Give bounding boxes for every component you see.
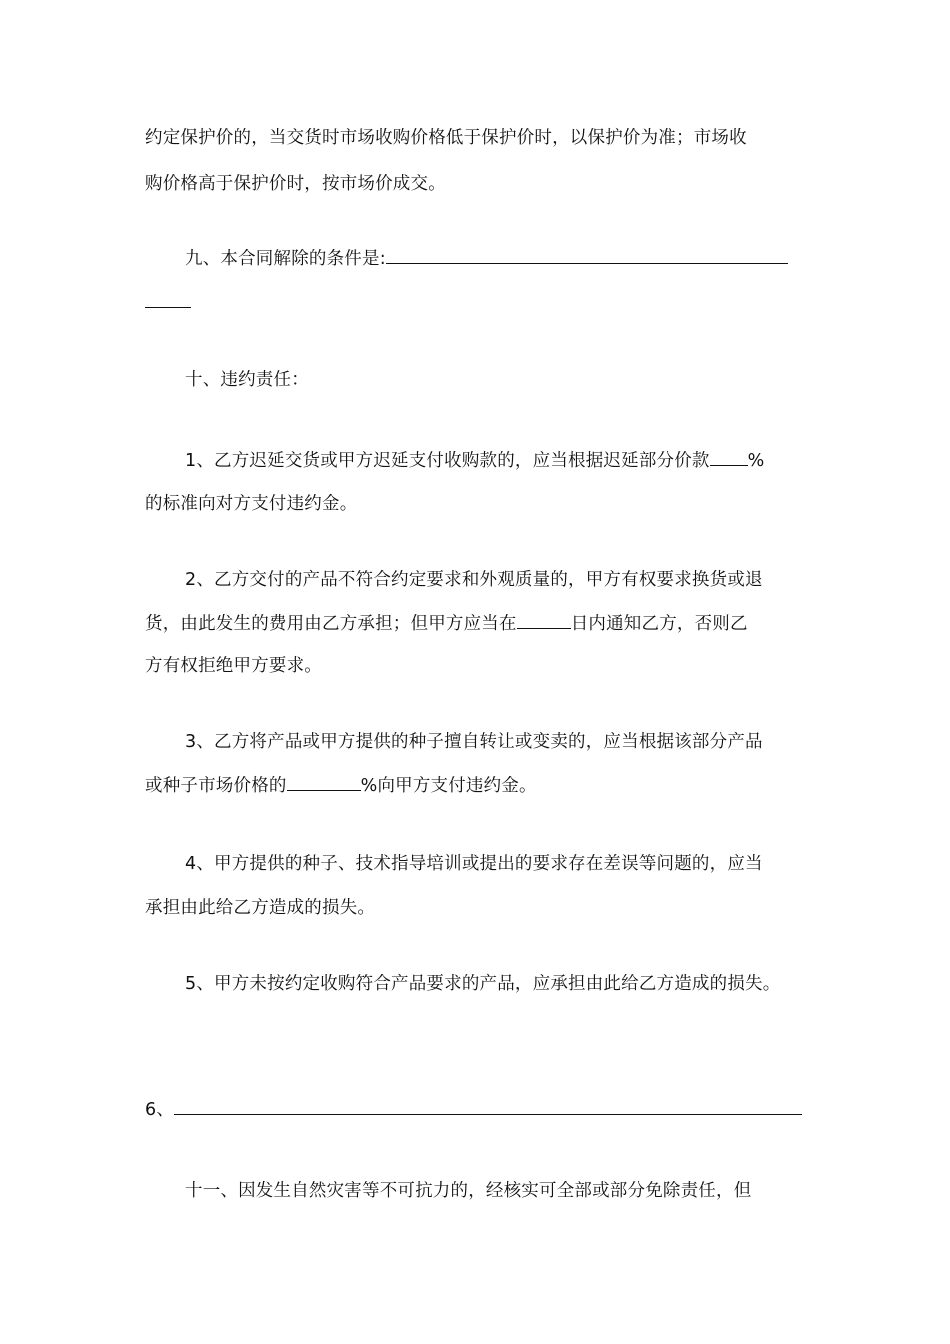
clause-2-text: 货，由此发生的费用由乙方承担；但甲方应当在 [145,614,517,634]
fill-in-blank [287,773,361,791]
clause-2-line-3: 方有权拒绝甲方要求。 [145,656,322,676]
clause-3-line-2 [145,773,537,798]
paragraph-9 [185,246,788,271]
paragraph-8-line-1: 约定保护价的，当交货时市场收购价格低于保护价时，以保护价为准；市场收 [145,128,747,148]
clause-3-text-tail: %向甲方支付违约金。 [360,776,537,796]
clause-2-text-tail: 日内通知乙方，否则乙 [570,614,748,634]
clause-4-line-2: 承担由此给乙方造成的损失。 [145,898,376,918]
fill-in-blank [386,246,788,264]
fill-in-blank [710,448,748,466]
percent-sign: % [747,451,765,471]
clause-1-text: 1、乙方迟延交货或甲方迟延支付收购款的，应当根据迟延部分价款 [185,451,710,471]
paragraph-8-line-2: 购价格高于保护价时，按市场价成交。 [145,174,446,194]
clause-5: 5、甲方未按约定收购符合产品要求的产品，应承担由此给乙方造成的损失。 [185,974,781,994]
clause-6-number: 6、 [145,1100,175,1120]
clause-2-line-1: 2、乙方交付的产品不符合约定要求和外观质量的，甲方有权要求换货或退 [185,570,763,590]
clause-2-line-2 [145,611,748,636]
clause-6 [145,1097,802,1122]
clause-1-line-1 [185,448,764,473]
clause-1-line-2: 的标准向对方支付违约金。 [145,494,358,514]
fill-in-blank [517,611,571,629]
fill-in-blank [145,290,191,308]
fill-in-blank [174,1097,802,1115]
paragraph-9-continuation [145,290,191,315]
clause-4-line-1: 4、甲方提供的种子、技术指导培训或提出的要求存在差误等问题的，应当 [185,854,763,874]
paragraph-10-heading: 十、违约责任： [185,370,309,390]
paragraph-9-text: 九、本合同解除的条件是: [185,249,386,269]
paragraph-11-line-1: 十一、因发生自然灾害等不可抗力的，经核实可全部或部分免除责任，但 [185,1181,752,1201]
clause-3-line-1: 3、乙方将产品或甲方提供的种子擅自转让或变卖的，应当根据该部分产品 [185,732,763,752]
clause-3-text: 或种子市场价格的 [145,776,287,796]
